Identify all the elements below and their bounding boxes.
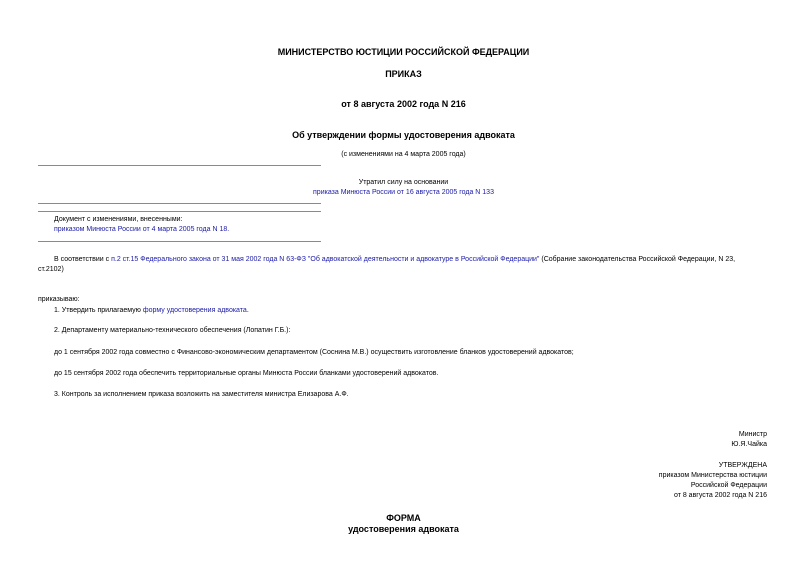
approval-line-4: от 8 августа 2002 года N 216 xyxy=(673,492,767,499)
separator-line xyxy=(38,203,321,204)
separator-line xyxy=(38,241,321,242)
item-1-after: . xyxy=(246,307,249,314)
date-number-heading: от 8 августа 2002 года N 216 xyxy=(341,99,466,109)
separator-line xyxy=(38,211,321,212)
lost-force-block xyxy=(0,188,807,197)
approval-line-3: Российской Федерации xyxy=(690,482,767,489)
item-1-before: 1. Утвердить прилагаемую xyxy=(54,307,143,314)
item-2b: до 15 сентября 2002 года обеспечить территориальные органы Минюста России бланками удостоверений адвокатов. xyxy=(54,370,439,377)
document-title: Об утверждении формы удостоверения адвоката xyxy=(292,130,515,140)
preamble-before: В соответствии с xyxy=(54,256,112,263)
separator-line xyxy=(38,165,321,166)
changes-link[interactable]: приказом Минюста России от 4 марта 2005 года N 18. xyxy=(54,226,230,233)
changes-text: Документ с изменениями, внесенными: xyxy=(54,216,183,223)
amendments-note: (с изменениями на 4 марта 2005 года) xyxy=(341,151,466,158)
item-2: 2. Департаменту материально-технического обеспечения (Лопатин Г.Б.): xyxy=(54,327,291,334)
item-2a: до 1 сентября 2002 года совместно с Финансово-экономическим департаментом (Соснина М.В.) осуществить изготовление бланков удостоверений адвокатов; xyxy=(54,349,574,356)
signature-name: Ю.Я.Чайка xyxy=(731,441,767,448)
changes-block xyxy=(54,225,229,234)
lost-force-link[interactable]: приказа Минюста России от 16 августа 2005 года N 133 xyxy=(313,189,494,196)
orders-text: приказываю: xyxy=(38,296,80,303)
law-link[interactable]: п.2 ст.15 Федерального закона от 31 мая 2002 года N 63-ФЗ "Об адвокатской деятельности и адвокатуре в Российской Федерации" xyxy=(111,256,540,263)
approval-line-1: УТВЕРЖДЕНА xyxy=(718,462,767,469)
preamble-paragraph xyxy=(38,255,770,275)
preamble-line2: ст.2102) xyxy=(38,266,64,273)
form-subtitle: удостоверения адвоката xyxy=(348,524,459,534)
approval-line-2: приказом Министерства юстиции xyxy=(658,472,767,479)
form-title: ФОРМА xyxy=(386,513,421,523)
signature-position: Министр xyxy=(738,431,767,438)
ministry-heading: МИНИСТЕРСТВО ЮСТИЦИИ РОССИЙСКОЙ ФЕДЕРАЦИИ xyxy=(277,47,530,57)
item-3: 3. Контроль за исполнением приказа возложить на заместителя министра Елизарова А.Ф. xyxy=(54,391,349,398)
lost-force-text: Утратил силу на основании xyxy=(358,179,449,186)
item-1 xyxy=(54,306,249,315)
preamble-after: (Собрание законодательства Российской Федерации, N 23, xyxy=(539,256,736,263)
doc-type-heading: ПРИКАЗ xyxy=(385,69,422,79)
form-link[interactable]: форму удостоверения адвоката xyxy=(142,307,247,314)
